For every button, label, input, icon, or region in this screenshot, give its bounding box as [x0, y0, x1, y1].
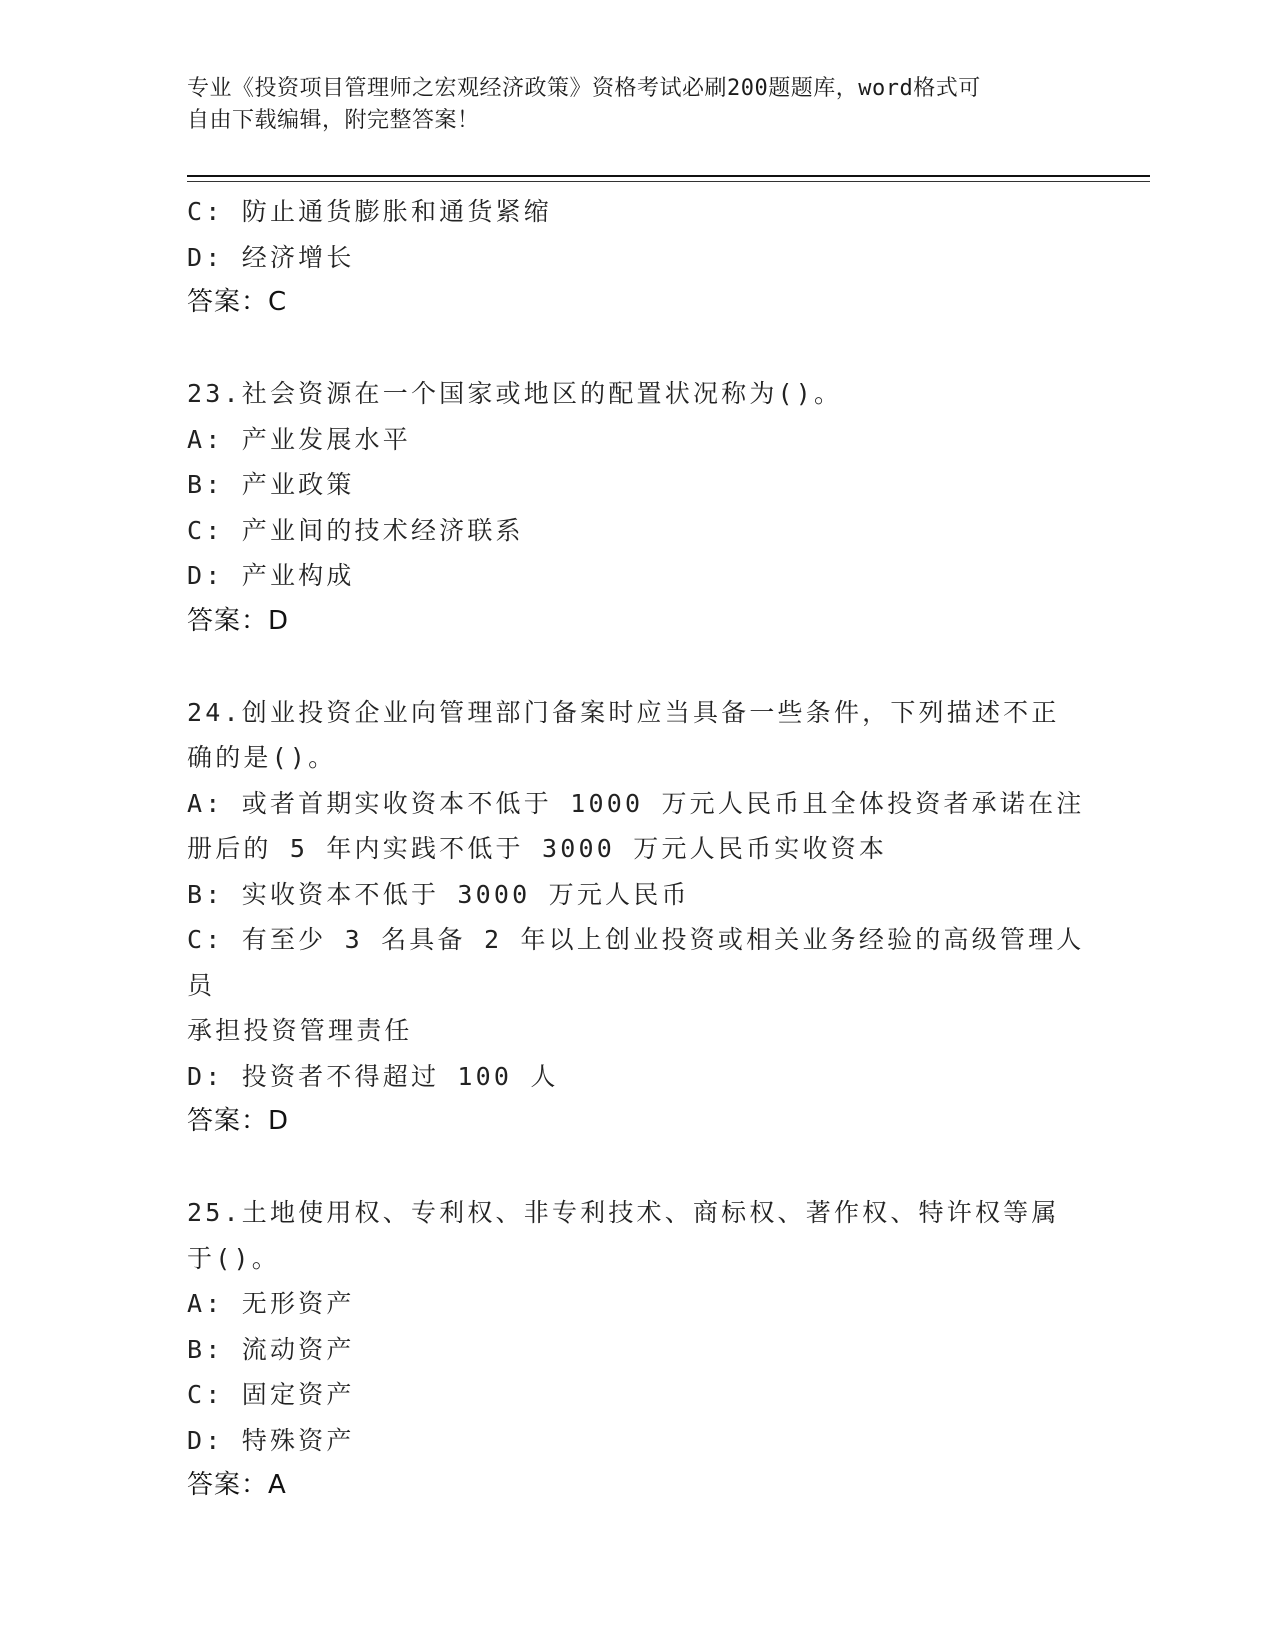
q24-question-line-2: 确的是()。 [187, 743, 337, 772]
q24-answer: 答案：D [187, 1106, 290, 1136]
question-22 [187, 189, 1087, 326]
header-line-1: 专业《投资项目管理师之宏观经济政策》资格考试必刷200题题库，word格式可 [187, 76, 981, 101]
q24-option-c-line-1: C: 有至少 3 名具备 2 年以上创业投资或相关业务经验的高级管理人员 [187, 925, 1085, 1000]
q25-question-line-2: 于()。 [187, 1243, 280, 1273]
q25-option-d: D: 特殊资产 [187, 1425, 355, 1455]
document-header [187, 73, 1067, 137]
q25-option-b: B: 流动资产 [187, 1334, 355, 1364]
q24-option-b: B: 实收资本不低于 3000 万元人民币 [187, 879, 690, 909]
q25-answer: 答案：A [187, 1470, 287, 1500]
spacer [187, 1145, 1087, 1191]
header-rule-thick [187, 175, 1150, 177]
question-23 [187, 371, 1087, 644]
q23-option-a: A: 产业发展水平 [187, 424, 411, 454]
q25-option-a: A: 无形资产 [187, 1289, 355, 1318]
q23-question: 23.社会资源在一个国家或地区的配置状况称为()。 [187, 379, 843, 408]
q23-answer: 答案：D [187, 605, 290, 636]
q22-option-d: D: 经济增长 [187, 242, 355, 272]
q24-option-c-line-2: 承担投资管理责任 [187, 1016, 413, 1045]
q23-option-d: D: 产业构成 [187, 561, 355, 590]
q24-option-d: D: 投资者不得超过 100 人 [187, 1061, 559, 1091]
q22-answer: 答案：C [187, 287, 288, 317]
question-list [187, 189, 1087, 1509]
q22-option-c: C: 防止通货膨胀和通货紧缩 [187, 197, 552, 226]
q25-option-c: C: 固定资产 [187, 1380, 355, 1409]
spacer [187, 326, 1087, 372]
q23-option-c: C: 产业间的技术经济联系 [187, 515, 524, 545]
q24-option-a-line-1: A: 或者首期实收资本不低于 1000 万元人民币且全体投资者承诺在注 [187, 788, 1085, 818]
q23-option-b: B: 产业政策 [187, 470, 355, 499]
q24-question-line-1: 24.创业投资企业向管理部门备案时应当具备一些条件，下列描述不正 [187, 697, 1060, 727]
q24-option-a-line-2: 册后的 5 年内实践不低于 3000 万元人民币实收资本 [187, 834, 888, 863]
spacer [187, 644, 1087, 690]
header-line-2: 自由下载编辑，附完整答案！ [187, 108, 480, 133]
question-25 [187, 1190, 1087, 1509]
header-rule-thin [187, 181, 1150, 182]
question-24 [187, 690, 1087, 1145]
q25-question-line-1: 25.土地使用权、专利权、非专利技术、商标权、著作权、特许权等属 [187, 1198, 1060, 1227]
